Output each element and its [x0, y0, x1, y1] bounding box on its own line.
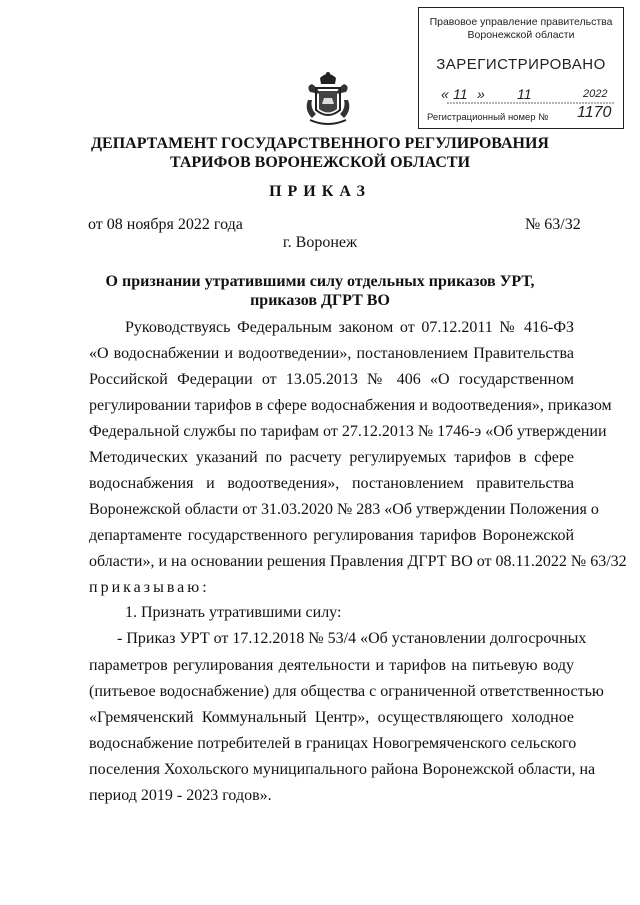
- document-city: г. Воронеж: [282, 234, 358, 251]
- department-name-line2: ТАРИФОВ ВОРОНЕЖСКОЙ ОБЛАСТИ: [169, 154, 471, 171]
- preamble-line: регулировании тарифов в сфере водоснабжения и водоотведения», приказом: [89, 397, 612, 414]
- subject-line2: приказов ДГРТ ВО: [250, 292, 390, 309]
- item-1-text-line: водоснабжение потребителей в границах Новогремяченского сельского: [89, 735, 577, 752]
- item-1-text-line: «Гремяченский Коммунальный Центр», осуществляющего холодное: [89, 709, 574, 726]
- preamble-line: «О водоснабжении и водоотведении», постановлением Правительства: [89, 345, 574, 362]
- document-type: ПРИКАЗ: [269, 183, 371, 200]
- stamp-registered-label: ЗАРЕГИСТРИРОВАНО: [436, 56, 606, 73]
- preamble-line: водоснабжения и водоотведения», постановлением правительства: [89, 475, 574, 492]
- item-1-text-line: - Приказ УРТ от 17.12.2018 № 53/4 «Об установлении долгосрочных: [117, 630, 587, 647]
- document-number: № 63/32: [525, 216, 581, 233]
- stamp-date-year: 2022: [583, 88, 608, 100]
- item-1: 1. Признать утратившими силу:: [125, 604, 342, 621]
- item-1-text-line: параметров регулирования деятельности и тарифов на питьевую воду: [89, 657, 574, 674]
- stamp-authority-line2: Воронежской области: [467, 29, 575, 41]
- item-1-text-line: поселения Хохольского муниципального района Воронежской области, на: [89, 761, 596, 778]
- subject-line1: О признании утратившими силу отдельных приказов УРТ,: [105, 273, 535, 290]
- document-date: от 08 ноября 2022 года: [88, 216, 243, 233]
- coat-of-arms-icon: [302, 70, 354, 128]
- preamble-line: департаменте государственного регулирования тарифов Воронежской: [89, 527, 574, 544]
- stamp-authority-line1: Правовое управление правительства: [429, 16, 613, 28]
- department-name-line1: ДЕПАРТАМЕНТ ГОСУДАРСТВЕННОГО РЕГУЛИРОВАНИЯ: [91, 135, 549, 152]
- stamp-regnum-value: 1170: [577, 104, 612, 121]
- preamble-line: Методических указаний по расчету регулируемых тарифов в сфере: [89, 449, 574, 466]
- preamble-line: области», и на основании решения Правления ДГРТ ВО от 08.11.2022 № 63/32: [89, 553, 627, 570]
- stamp-regnum-label: Регистрационный номер №: [427, 112, 549, 123]
- stamp-date-month: 11: [517, 86, 532, 102]
- registration-stamp: [418, 7, 624, 129]
- preamble-line: Российской Федерации от 13.05.2013 № 406 «О государственном: [89, 371, 574, 388]
- stamp-date-day: 11: [453, 86, 468, 102]
- stamp-date-close-quote: »: [477, 86, 485, 102]
- item-1-text-line: (питьевое водоснабжение) для общества с ограниченной ответственностью: [89, 683, 604, 700]
- preamble-line: Воронежской области от 31.03.2020 № 283 «Об утверждении Положения о: [89, 501, 599, 518]
- item-1-text-line: период 2019 - 2023 годов».: [89, 787, 272, 804]
- preamble-line: Федеральной службы по тарифам от 27.12.2013 № 1746-э «Об утверждении: [89, 423, 607, 440]
- stamp-date-open-quote: «: [441, 86, 449, 102]
- preamble-line: Руководствуясь Федеральным законом от 07.12.2011 № 416-ФЗ: [125, 319, 574, 336]
- order-word: приказываю:: [89, 579, 210, 596]
